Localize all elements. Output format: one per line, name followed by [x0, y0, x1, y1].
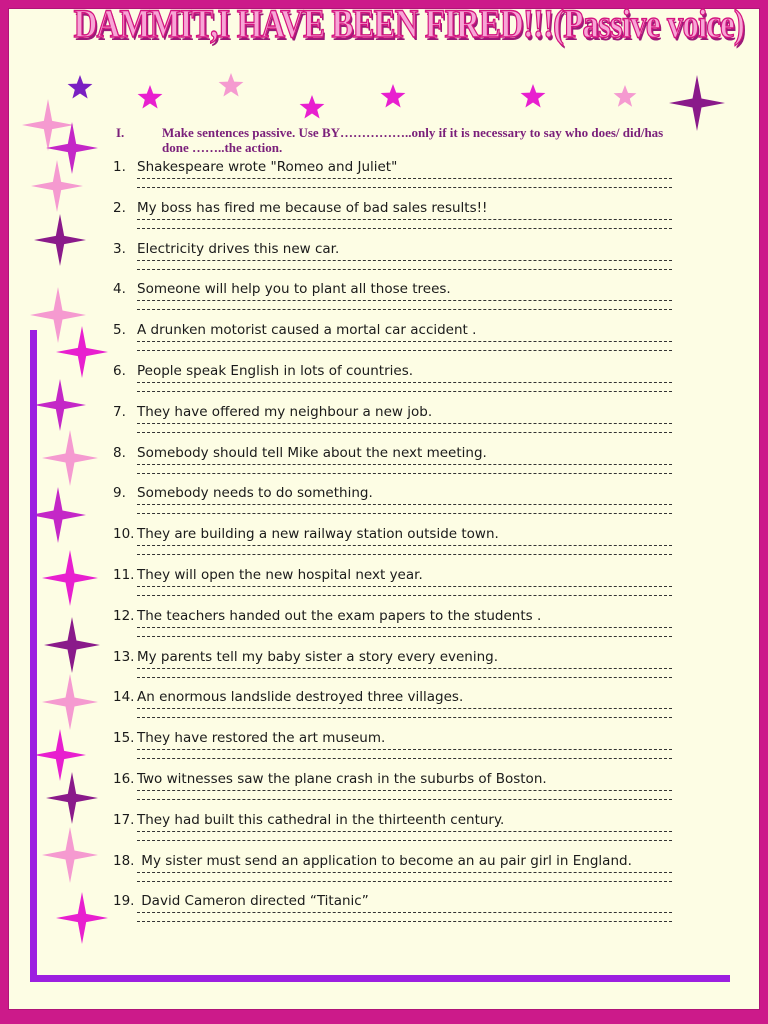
answer-line[interactable]	[137, 749, 672, 750]
exercise-item	[113, 893, 673, 909]
sparkle-icon	[56, 326, 108, 378]
sparkle-icon	[34, 379, 86, 431]
section-number: I.	[116, 125, 125, 140]
instruction-text: Make sentences passive. Use BY……………..only if it is necessary to say who does/ did/has done ……..the action.	[162, 125, 664, 155]
exercise-item	[113, 404, 673, 420]
exercise-sentence: An enormous landslide destroyed three villages.	[137, 689, 464, 706]
answer-line[interactable]	[137, 423, 672, 424]
exercise-sentence: A drunken motorist caused a mortal car accident .	[137, 322, 477, 339]
answer-line[interactable]	[137, 668, 672, 669]
exercise-item	[113, 159, 673, 175]
exercise-item	[113, 200, 673, 216]
answer-line[interactable]	[137, 799, 672, 800]
exercise-sentence: My boss has fired me because of bad sales results!!	[137, 199, 488, 216]
answer-line[interactable]	[137, 921, 672, 922]
star-icon	[613, 85, 637, 109]
exercise-item	[113, 567, 673, 583]
star-icon	[67, 75, 93, 101]
worksheet-title	[0, 0, 768, 47]
exercise-sentence: Electricity drives this new car.	[137, 240, 340, 257]
exercise-number: 5.	[113, 322, 126, 339]
answer-line[interactable]	[137, 504, 672, 505]
exercise-number: 15.	[113, 730, 135, 747]
exercise-item	[113, 526, 673, 542]
answer-line[interactable]	[137, 300, 672, 301]
exercise-item	[113, 281, 673, 297]
sparkle-icon	[56, 892, 108, 944]
exercise-item	[113, 812, 673, 828]
exercise-number: 1.	[113, 159, 126, 175]
answer-line[interactable]	[137, 912, 672, 913]
sparkle-icon	[669, 75, 725, 131]
exercise-number: 13.	[113, 648, 135, 665]
sparkle-icon	[31, 160, 83, 212]
exercise-item	[113, 608, 673, 624]
exercise-number: 10.	[113, 526, 135, 543]
sparkle-icon	[46, 772, 98, 824]
answer-line[interactable]	[137, 260, 672, 261]
star-icon	[380, 84, 406, 110]
exercise-number: 17.	[113, 811, 135, 828]
exercise-sentence: David Cameron directed “Titanic”	[137, 893, 369, 910]
answer-line[interactable]	[137, 636, 672, 637]
answer-line[interactable]	[137, 758, 672, 759]
answer-line[interactable]	[137, 554, 672, 555]
answer-line[interactable]	[137, 545, 672, 546]
answer-line[interactable]	[137, 840, 672, 841]
star-icon	[299, 95, 325, 121]
exercise-item	[113, 322, 673, 338]
star-icon	[137, 85, 163, 111]
answer-line[interactable]	[137, 350, 672, 351]
exercise-sentence: Shakespeare wrote "Romeo and Juliet"	[137, 159, 398, 175]
answer-line[interactable]	[137, 269, 672, 270]
exercise-sentence: They will open the new hospital next year.	[137, 567, 423, 583]
answer-line[interactable]	[137, 627, 672, 628]
exercise-item	[113, 771, 673, 787]
exercise-number: 6.	[113, 363, 126, 379]
answer-line[interactable]	[137, 881, 672, 882]
sparkle-icon	[30, 487, 86, 543]
exercise-sentence: Somebody should tell Mike about the next meeting.	[137, 444, 487, 461]
exercise-sentence: Somebody needs to do something.	[137, 485, 373, 502]
answer-line[interactable]	[137, 464, 672, 465]
answer-line[interactable]	[137, 432, 672, 433]
exercise-sentence: They have offered my neighbour a new job.	[137, 403, 433, 420]
answer-line[interactable]	[137, 219, 672, 220]
exercise-number: 2.	[113, 199, 126, 216]
answer-line[interactable]	[137, 187, 672, 188]
exercise-item	[113, 649, 673, 665]
exercise-sentence: Two witnesses saw the plane crash in the suburbs of Boston.	[137, 771, 547, 787]
exercise-item	[113, 730, 673, 746]
answer-line[interactable]	[137, 473, 672, 474]
exercise-number: 16.	[113, 771, 135, 787]
exercise-sentence: They are building a new railway station outside town.	[137, 526, 499, 543]
exercise-item	[113, 445, 673, 461]
answer-line[interactable]	[137, 595, 672, 596]
star-icon	[218, 73, 244, 99]
exercise-sentence: My parents tell my baby sister a story every evening.	[137, 648, 499, 665]
sparkle-icon	[42, 430, 98, 486]
sparkle-icon	[44, 617, 100, 673]
left-border-line	[30, 330, 37, 982]
answer-line[interactable]	[137, 872, 672, 873]
answer-line[interactable]	[137, 831, 672, 832]
exercise-number: 8.	[113, 444, 126, 461]
exercise-item	[113, 689, 673, 705]
exercise-number: 18.	[113, 852, 135, 869]
exercise-sentence: They have restored the art museum.	[137, 730, 386, 747]
answer-line[interactable]	[137, 178, 672, 179]
exercise-sentence: Someone will help you to plant all those trees.	[137, 281, 451, 298]
exercise-number: 12.	[113, 607, 135, 624]
answer-line[interactable]	[137, 341, 672, 342]
answer-line[interactable]	[137, 513, 672, 514]
star-icon	[520, 84, 546, 110]
bottom-border-line	[30, 975, 730, 982]
exercise-number: 9.	[113, 485, 126, 502]
answer-line[interactable]	[137, 586, 672, 587]
answer-line[interactable]	[137, 790, 672, 791]
sparkle-icon	[34, 214, 86, 266]
exercise-item	[113, 853, 673, 869]
exercise-sentence: People speak English in lots of countries.	[137, 363, 414, 379]
answer-line[interactable]	[137, 677, 672, 678]
exercise-item	[113, 485, 673, 501]
exercise-number: 19.	[113, 893, 135, 910]
exercise-sentence: The teachers handed out the exam papers to the students .	[137, 607, 542, 624]
exercise-sentence: My sister must send an application to become an au pair girl in England.	[137, 852, 632, 869]
exercise-number: 11.	[113, 567, 135, 583]
exercise-number: 7.	[113, 403, 126, 420]
answer-line[interactable]	[137, 717, 672, 718]
exercise-sentence: They had built this cathedral in the thirteenth century.	[137, 811, 505, 828]
sparkle-icon	[42, 550, 98, 606]
exercise-item	[113, 363, 673, 379]
answer-line[interactable]	[137, 708, 672, 709]
answer-line[interactable]	[137, 391, 672, 392]
exercise-number: 14.	[113, 689, 135, 706]
exercise-number: 4.	[113, 281, 126, 298]
answer-line[interactable]	[137, 309, 672, 310]
exercise-number: 3.	[113, 240, 126, 257]
sparkle-icon	[42, 674, 98, 730]
title-text: DAMMIT,I HAVE BEEN FIRED!!!(Passive voice)	[73, 1, 744, 46]
answer-line[interactable]	[137, 382, 672, 383]
answer-line[interactable]	[137, 228, 672, 229]
exercise-item	[113, 241, 673, 257]
sparkle-icon	[42, 827, 98, 883]
